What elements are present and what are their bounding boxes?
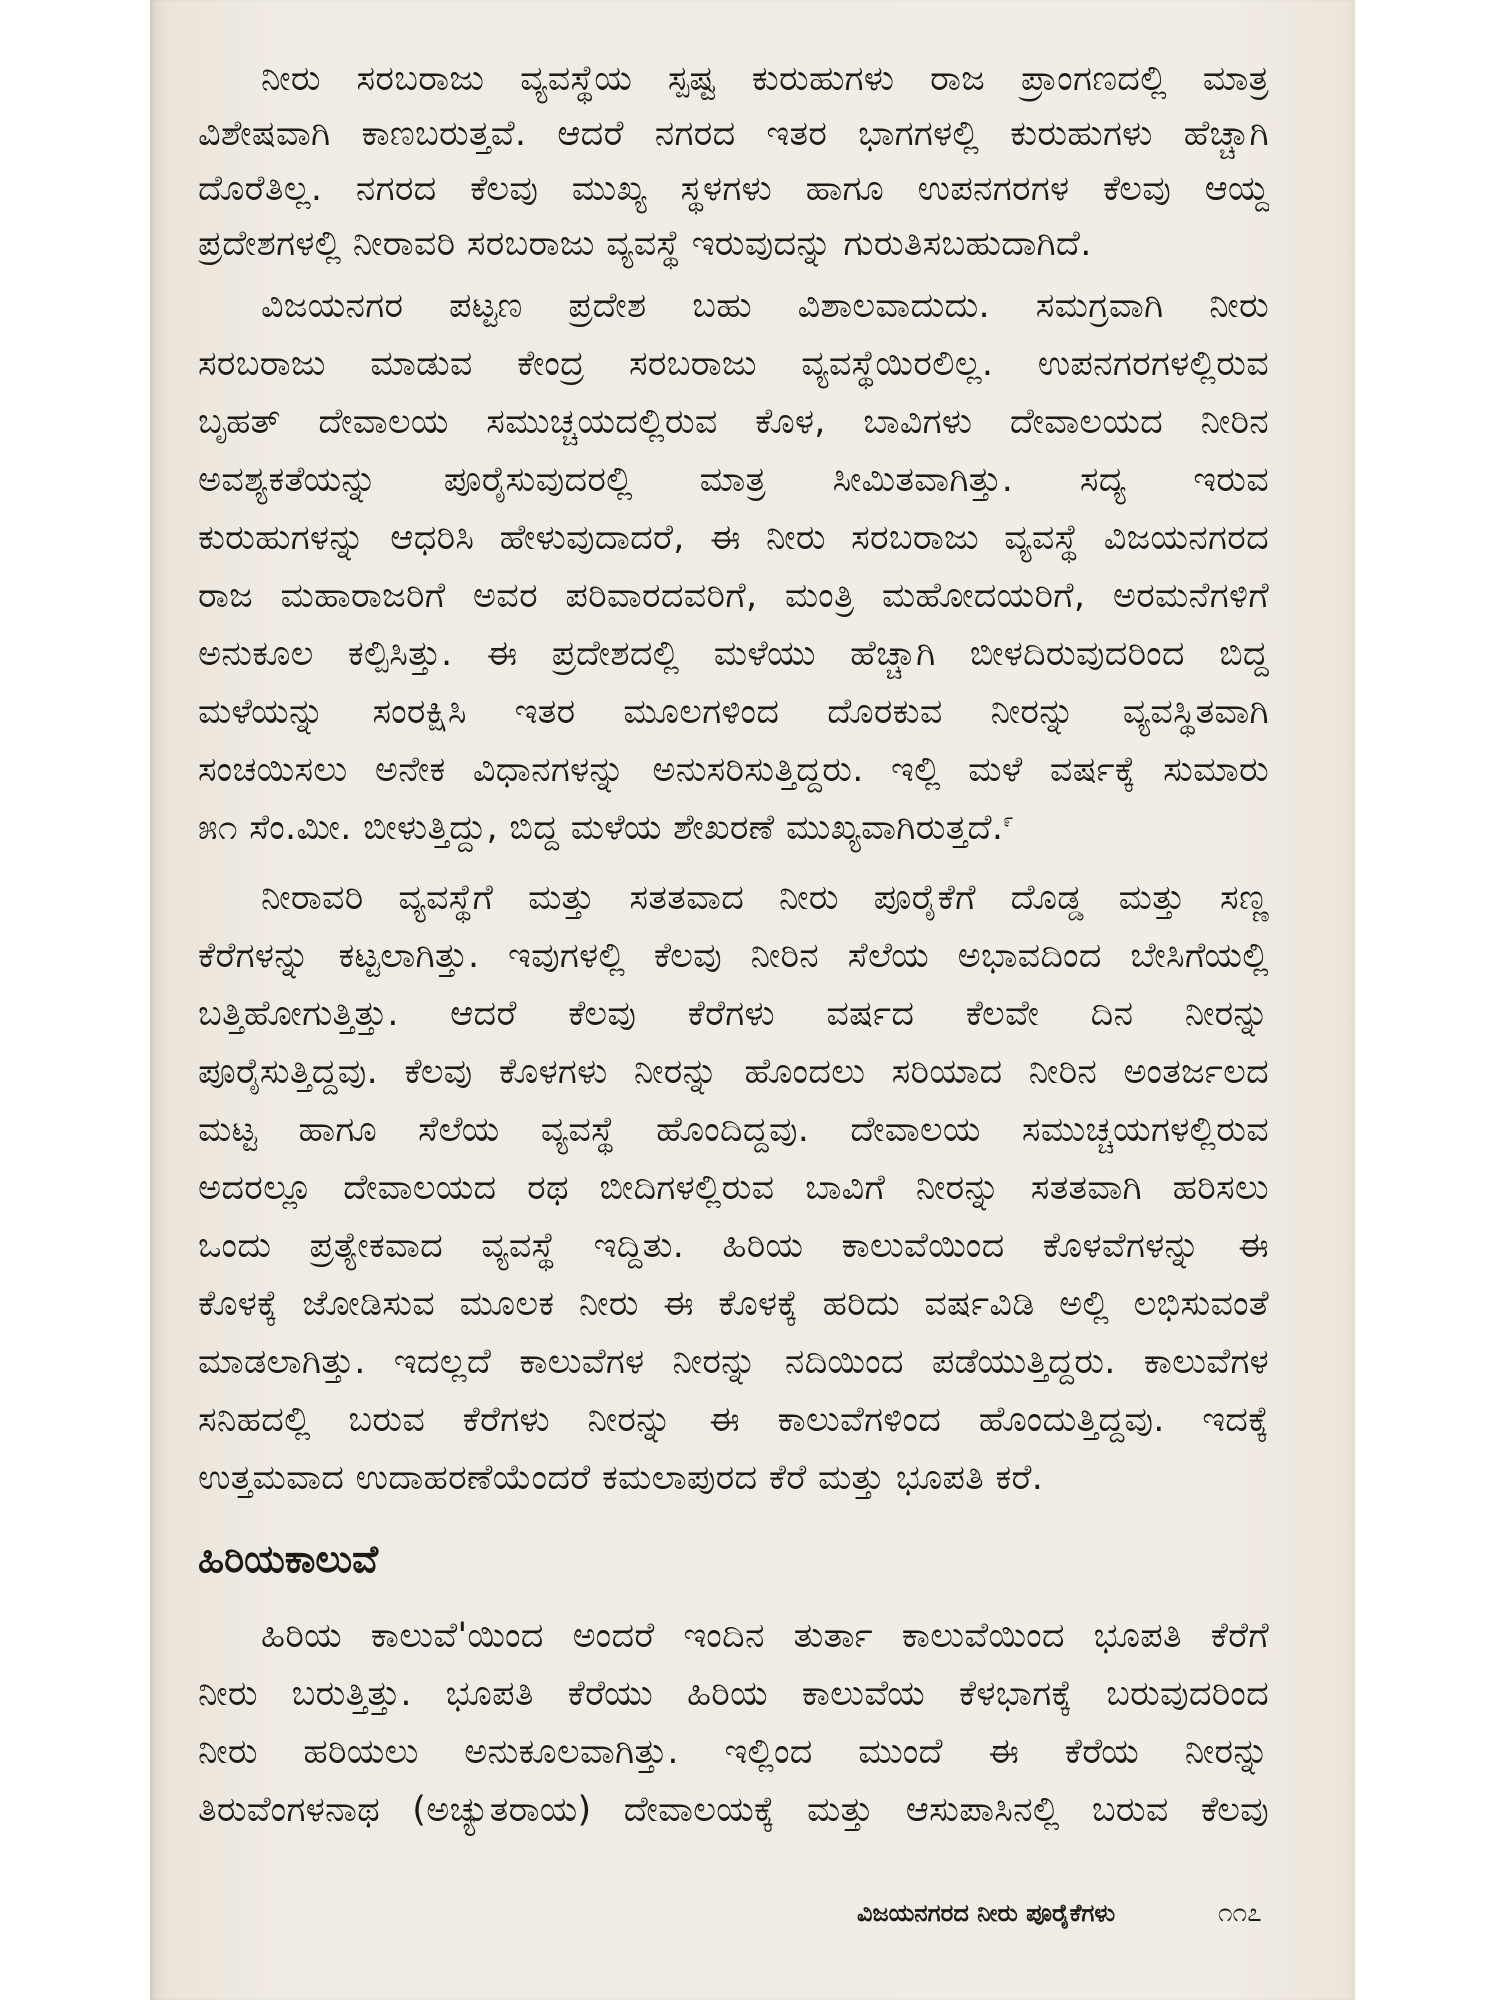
text-line: ಅದರಲ್ಲೂ ದೇವಾಲಯದ ರಥ ಬೀದಿಗಳಲ್ಲಿರುವ ಬಾವಿಗೆ ನೀರನ್ನು ಸತತವಾಗಿ ಹರಿಸಲು bbox=[198, 1168, 1269, 1208]
running-footer-title: ವಿಜಯನಗರದ ನೀರು ಪೂರೈಕೆಗಳು bbox=[857, 1899, 1116, 1927]
paragraph bbox=[198, 1607, 1269, 1839]
text-line: ಕುರುಹುಗಳನ್ನು ಆಧರಿಸಿ ಹೇಳುವುದಾದರೆ, ಈ ನೀರು ಸರಬರಾಜು ವ್ಯವಸ್ಥೆ ವಿಜಯನಗರದ bbox=[198, 518, 1269, 558]
footnote-marker: ೯ bbox=[1003, 810, 1014, 832]
text-line: ನೀರು ಬರುತ್ತಿತ್ತು. ಭೂಪತಿ ಕೆರೆಯು ಹಿರಿಯ ಕಾಲುವೆಯ ಕೆಳಭಾಗಕ್ಕೆ ಬರುವುದರಿಂದ bbox=[198, 1674, 1269, 1714]
section-heading: ಹಿರಿಯಕಾಲುವೆ bbox=[198, 1537, 379, 1581]
text-line bbox=[198, 799, 1269, 857]
text-line: ಕೊಳಕ್ಕೆ ಜೋಡಿಸುವ ಮೂಲಕ ನೀರು ಈ ಕೊಳಕ್ಕೆ ಹರಿದು ವರ್ಷವಿಡಿ ಅಲ್ಲಿ ಲಭಿಸುವಂತೆ bbox=[198, 1284, 1269, 1324]
text-line: ಸಂಚಯಿಸಲು ಅನೇಕ ವಿಧಾನಗಳನ್ನು ಅನುಸರಿಸುತ್ತಿದ್ದರು. ಇಲ್ಲಿ ಮಳೆ ವರ್ಷಕ್ಕೆ ಸುಮಾರು bbox=[198, 750, 1269, 790]
paragraph bbox=[198, 869, 1269, 1507]
text-line: ಸರಬರಾಜು ಮಾಡುವ ಕೇಂದ್ರ ಸರಬರಾಜು ವ್ಯವಸ್ಥೆಯಿರಲಿಲ್ಲ. ಉಪನಗರಗಳಲ್ಲಿರುವ bbox=[198, 344, 1269, 384]
text-line: ವಿಶೇಷವಾಗಿ ಕಾಣಬರುತ್ತವೆ. ಆದರೆ ನಗರದ ಇತರ ಭಾಗಗಳಲ್ಲಿ ಕುರುಹುಗಳು ಹೆಚ್ಚಾಗಿ bbox=[198, 114, 1269, 154]
text-line-content: ೫೧ ಸೆಂ.ಮೀ. ಬೀಳುತ್ತಿದ್ದು, ಬಿದ್ದ ಮಳೆಯ ಶೇಖರಣೆ ಮುಖ್ಯವಾಗಿರುತ್ತದೆ. bbox=[198, 808, 1004, 848]
text-line: ಉತ್ತಮವಾದ ಉದಾಹರಣೆಯೆಂದರೆ ಕಮಲಾಪುರದ ಕೆರೆ ಮತ್ತು ಭೂಪತಿ ಕರೆ. bbox=[198, 1458, 1044, 1498]
text-line: ಬತ್ತಿಹೋಗುತ್ತಿತ್ತು. ಆದರೆ ಕೆಲವು ಕೆರೆಗಳು ವರ್ಷದ ಕೆಲವೇ ದಿನ ನೀರನ್ನು bbox=[198, 994, 1269, 1034]
text-line: ಪ್ರದೇಶಗಳಲ್ಲಿ ನೀರಾವರಿ ಸರಬರಾಜು ವ್ಯವಸ್ಥೆ ಇರುವುದನ್ನು ಗುರುತಿಸಬಹುದಾಗಿದೆ. bbox=[198, 224, 1092, 264]
paragraph bbox=[198, 52, 1269, 272]
text-line: ರಾಜ ಮಹಾರಾಜರಿಗೆ ಅವರ ಪರಿವಾರದವರಿಗೆ, ಮಂತ್ರಿ ಮಹೋದಯರಿಗೆ, ಅರಮನೆಗಳಿಗೆ bbox=[198, 576, 1269, 616]
text-line: ಪೂರೈಸುತ್ತಿದ್ದವು. ಕೆಲವು ಕೊಳಗಳು ನೀರನ್ನು ಹೊಂದಲು ಸರಿಯಾದ ನೀರಿನ ಅಂತರ್ಜಲದ bbox=[198, 1052, 1269, 1092]
paragraph bbox=[198, 277, 1269, 857]
text-line: ಸನಿಹದಲ್ಲಿ ಬರುವ ಕೆರೆಗಳು ನೀರನ್ನು ಈ ಕಾಲುವೆಗಳಿಂದ ಹೊಂದುತ್ತಿದ್ದವು. ಇದಕ್ಕೆ bbox=[198, 1400, 1269, 1440]
text-line: ವಿಜಯನಗರ ಪಟ್ಟಣ ಪ್ರದೇಶ ಬಹು ವಿಶಾಲವಾದುದು. ಸಮಗ್ರವಾಗಿ ನೀರು bbox=[261, 286, 1269, 326]
text-line: ಬೃಹತ್ ದೇವಾಲಯ ಸಮುಚ್ಚಯದಲ್ಲಿರುವ ಕೊಳ, ಬಾವಿಗಳು ದೇವಾಲಯದ ನೀರಿನ bbox=[198, 402, 1269, 442]
text-line: ದೊರೆತಿಲ್ಲ. ನಗರದ ಕೆಲವು ಮುಖ್ಯ ಸ್ಥಳಗಳು ಹಾಗೂ ಉಪನಗರಗಳ ಕೆಲವು ಆಯ್ದ bbox=[198, 169, 1269, 209]
text-line: ಅವಶ್ಯಕತೆಯನ್ನು ಪೂರೈಸುವುದರಲ್ಲಿ ಮಾತ್ರ ಸೀಮಿತವಾಗಿತ್ತು. ಸದ್ಯ ಇರುವ bbox=[198, 460, 1269, 500]
text-line: ಹಿರಿಯ ಕಾಲುವೆ'ಯಿಂದ ಅಂದರೆ ಇಂದಿನ ತುರ್ತಾ ಕಾಲುವೆಯಿಂದ ಭೂಪತಿ ಕೆರೆಗೆ bbox=[261, 1616, 1269, 1656]
text-line: ಒಂದು ಪ್ರತ್ಯೇಕವಾದ ವ್ಯವಸ್ಥೆ ಇದ್ದಿತು. ಹಿರಿಯ ಕಾಲುವೆಯಿಂದ ಕೊಳವೆಗಳನ್ನು ಈ bbox=[198, 1226, 1269, 1266]
page-number: ೧೧೭ bbox=[1218, 1898, 1262, 1928]
text-line: ಕೆರೆಗಳನ್ನು ಕಟ್ಟಲಾಗಿತ್ತು. ಇವುಗಳಲ್ಲಿ ಕೆಲವು ನೀರಿನ ಸೆಲೆಯ ಅಭಾವದಿಂದ ಬೇಸಿಗೆಯಲ್ಲಿ bbox=[198, 936, 1269, 976]
text-line: ಮಟ್ಟ ಹಾಗೂ ಸೆಲೆಯ ವ್ಯವಸ್ಥೆ ಹೊಂದಿದ್ದವು. ದೇವಾಲಯ ಸಮುಚ್ಚಯಗಳಲ್ಲಿರುವ bbox=[198, 1110, 1269, 1150]
text-line: ಮಳೆಯನ್ನು ಸಂರಕ್ಷಿಸಿ ಇತರ ಮೂಲಗಳಿಂದ ದೊರಕುವ ನೀರನ್ನು ವ್ಯವಸ್ಥಿತವಾಗಿ bbox=[198, 692, 1269, 732]
text-line: ತಿರುವೆಂಗಳನಾಥ (ಅಚ್ಯುತರಾಯ) ದೇವಾಲಯಕ್ಕೆ ಮತ್ತು ಆಸುಪಾಸಿನಲ್ಲಿ ಬರುವ ಕೆಲವು bbox=[198, 1790, 1269, 1830]
text-line: ಅನುಕೂಲ ಕಲ್ಪಿಸಿತ್ತು. ಈ ಪ್ರದೇಶದಲ್ಲಿ ಮಳೆಯು ಹೆಚ್ಚಾಗಿ ಬೀಳದಿರುವುದರಿಂದ ಬಿದ್ದ bbox=[198, 634, 1269, 674]
text-line: ಮಾಡಲಾಗಿತ್ತು. ಇದಲ್ಲದೆ ಕಾಲುವೆಗಳ ನೀರನ್ನು ನದಿಯಿಂದ ಪಡೆಯುತ್ತಿದ್ದರು. ಕಾಲುವೆಗಳ bbox=[198, 1342, 1269, 1382]
text-line: ನೀರು ಸರಬರಾಜು ವ್ಯವಸ್ಥೆಯ ಸ್ಪಷ್ಟ ಕುರುಹುಗಳು ರಾಜ ಪ್ರಾಂಗಣದಲ್ಲಿ ಮಾತ್ರ bbox=[261, 59, 1269, 99]
text-line: ನೀರಾವರಿ ವ್ಯವಸ್ಥೆಗೆ ಮತ್ತು ಸತತವಾದ ನೀರು ಪೂರೈಕೆಗೆ ದೊಡ್ಡ ಮತ್ತು ಸಣ್ಣ bbox=[261, 878, 1269, 918]
text-line: ನೀರು ಹರಿಯಲು ಅನುಕೂಲವಾಗಿತ್ತು. ಇಲ್ಲಿಂದ ಮುಂದೆ ಈ ಕೆರೆಯ ನೀರನ್ನು bbox=[198, 1732, 1269, 1772]
